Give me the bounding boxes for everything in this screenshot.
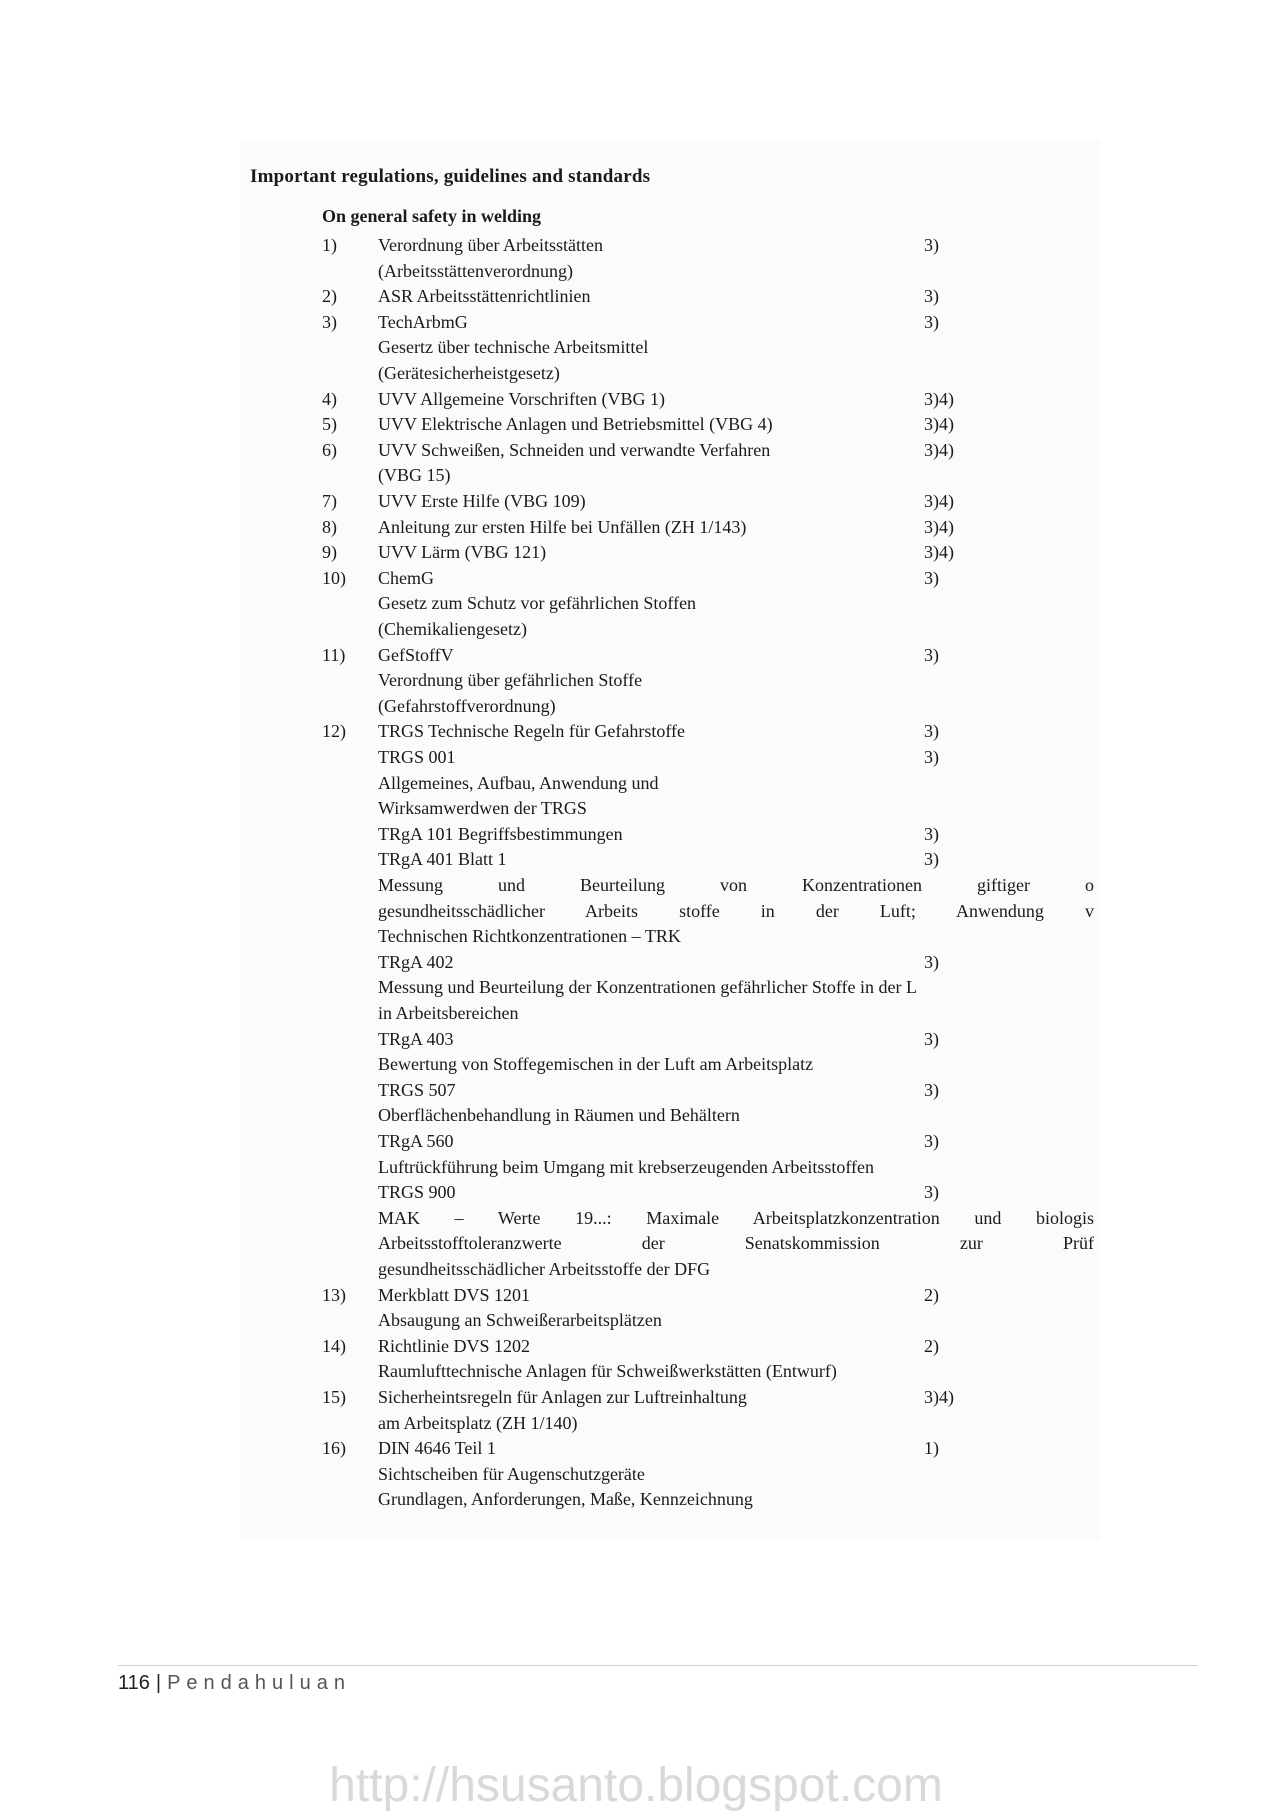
regulation-row <box>322 1000 1092 1026</box>
footer-divider <box>118 1665 1198 1666</box>
page-footer <box>118 1672 351 1695</box>
regulation-row <box>322 795 1092 821</box>
regulation-reference: 2) <box>924 1335 939 1356</box>
regulation-text: gesundheitsschädlicher Arbeits stoffe in der Luft; Anwendung v <box>378 900 1094 921</box>
regulation-text: in Arbeitsbereichen <box>378 1003 519 1023</box>
regulation-row <box>322 846 1092 872</box>
regulation-reference: 3)4) <box>924 414 954 435</box>
regulation-reference: 3)4) <box>924 542 954 563</box>
regulation-row <box>322 872 1092 898</box>
regulation-reference: 3) <box>924 644 939 665</box>
regulation-text: Sicherheintsregeln für Anlagen zur Luftreinhaltung <box>378 1387 747 1407</box>
regulation-number: 1) <box>322 235 337 255</box>
watermark-url: http://hsusanto.blogspot.com <box>329 1759 943 1812</box>
regulation-text: Absaugung an Schweißerarbeitsplätzen <box>378 1310 662 1331</box>
regulation-row <box>322 360 1092 386</box>
regulation-row <box>322 1333 1092 1359</box>
regulation-text: Luftrückführung beim Umgang mit krebserzeugenden Arbeitsstoffen <box>378 1156 875 1177</box>
regulation-reference: 3)4) <box>924 388 954 409</box>
regulation-row <box>322 1154 1092 1180</box>
regulation-text: Messung und Beurteilung von Konzentrationen giftiger o <box>378 875 1094 895</box>
regulation-text: ASR Arbeitsstättenrichtlinien <box>378 286 591 307</box>
regulation-text: Messung und Beurteilung der Konzentrationen gefährlicher Stoffe in der L <box>378 977 918 998</box>
regulation-reference: 3) <box>924 849 939 870</box>
regulation-row <box>322 309 1092 335</box>
regulation-number: 9) <box>322 542 337 563</box>
regulation-text: Oberflächenbehandlung in Räumen und Behältern <box>378 1105 740 1126</box>
regulation-text: Verordnung über gefährlichen Stoffe <box>378 670 643 691</box>
regulation-row <box>322 974 1092 1000</box>
regulation-text: (Arbeitsstättenverordnung) <box>378 260 573 281</box>
regulation-number: 14) <box>322 1335 346 1356</box>
section-heading: On general safety in welding <box>322 206 541 226</box>
regulation-number: 7) <box>322 491 337 511</box>
regulation-row <box>322 1384 1092 1410</box>
regulation-reference: 3)4) <box>924 516 954 537</box>
regulation-number: 2) <box>322 286 337 307</box>
regulation-row <box>322 1486 1092 1512</box>
regulation-row <box>322 565 1092 591</box>
regulation-text: TechArbmG <box>378 311 468 332</box>
regulation-text: TRGS Technische Regeln für Gefahrstoffe <box>378 721 685 742</box>
regulation-text: Anleitung zur ersten Hilfe bei Unfällen (ZH 1/143) <box>378 516 747 537</box>
regulation-text: (Chemikaliengesetz) <box>378 619 527 639</box>
regulation-reference: 1) <box>924 1438 939 1459</box>
regulation-text: TRgA 101 Begriffsbestimmungen <box>378 823 623 844</box>
regulation-row <box>322 693 1092 719</box>
regulation-text: MAK – Werte 19...: Maximale Arbeitsplatzkonzentration und biologis <box>378 1207 1094 1228</box>
regulation-row <box>322 258 1092 284</box>
regulation-text: am Arbeitsplatz (ZH 1/140) <box>378 1412 578 1433</box>
regulation-row <box>322 1410 1092 1436</box>
regulation-row <box>322 667 1092 693</box>
regulation-text: Bewertung von Stoffegemischen in der Luft am Arbeitsplatz <box>378 1054 814 1075</box>
regulation-number: 6) <box>322 439 337 460</box>
regulation-text: Grundlagen, Anforderungen, Maße, Kennzeichnung <box>378 1489 753 1510</box>
regulation-text: Merkblatt DVS 1201 <box>378 1284 530 1305</box>
regulation-number: 4) <box>322 388 337 409</box>
regulation-reference: 3) <box>924 1131 939 1151</box>
regulation-reference: 3) <box>924 721 939 742</box>
regulation-reference: 3) <box>924 747 939 767</box>
regulation-text: DIN 4646 Teil 1 <box>378 1438 496 1459</box>
regulation-reference: 3) <box>924 311 939 332</box>
regulation-row <box>322 411 1092 437</box>
regulation-row <box>322 718 1092 744</box>
regulation-row <box>322 642 1092 668</box>
regulation-reference: 3) <box>924 235 939 255</box>
regulation-row <box>322 744 1092 770</box>
regulation-row <box>322 616 1092 642</box>
regulation-text: gesundheitsschädlicher Arbeitsstoffe der DFG <box>378 1259 711 1279</box>
regulation-reference: 3) <box>924 567 939 588</box>
regulation-row <box>322 1051 1092 1077</box>
regulation-text: Technischen Richtkonzentrationen – TRK <box>378 926 681 947</box>
regulation-text: Gesetz zum Schutz vor gefährlichen Stoffen <box>378 593 697 614</box>
regulation-reference: 3) <box>924 286 939 307</box>
regulation-row <box>322 1128 1092 1154</box>
regulation-reference: 3) <box>924 823 939 844</box>
regulation-number: 8) <box>322 516 337 537</box>
document-title: Important regulations, guidelines and standards <box>250 166 651 187</box>
regulation-row <box>322 539 1092 565</box>
regulation-text: UVV Allgemeine Vorschriften (VBG 1) <box>378 388 665 409</box>
regulation-reference: 3)4) <box>924 439 954 460</box>
regulation-row <box>322 821 1092 847</box>
regulation-reference: 3) <box>924 951 939 972</box>
regulation-row <box>322 1256 1092 1282</box>
regulation-text: (VBG 15) <box>378 465 451 486</box>
regulation-text: (Gerätesicherheistgesetz) <box>378 363 560 383</box>
regulation-number: 13) <box>322 1284 346 1305</box>
regulation-text: Wirksamwerdwen der TRGS <box>378 798 587 819</box>
regulation-row <box>322 1026 1092 1052</box>
regulation-row <box>322 1077 1092 1103</box>
regulation-text: UVV Schweißen, Schneiden und verwandte Verfahren <box>378 439 771 460</box>
regulation-row <box>322 1230 1092 1256</box>
regulation-text: Raumlufttechnische Anlagen für Schweißwerkstätten (Entwurf) <box>378 1361 837 1382</box>
regulation-number: 12) <box>322 721 346 742</box>
regulation-row <box>322 437 1092 463</box>
regulation-text: Allgemeines, Aufbau, Anwendung und <box>378 772 659 793</box>
regulation-text: UVV Erste Hilfe (VBG 109) <box>378 491 586 511</box>
regulation-number: 16) <box>322 1438 346 1459</box>
regulation-row <box>322 1102 1092 1128</box>
regulation-row <box>322 923 1092 949</box>
regulation-text: Richtlinie DVS 1202 <box>378 1335 530 1356</box>
regulation-row <box>322 514 1092 540</box>
regulation-number: 3) <box>322 311 337 332</box>
regulation-reference: 3)4) <box>924 491 954 511</box>
page-number: 116 <box>118 1672 150 1694</box>
regulation-number: 5) <box>322 414 337 435</box>
regulation-text: TRgA 403 <box>378 1028 454 1049</box>
regulation-row <box>322 488 1092 514</box>
regulation-row <box>322 1435 1092 1461</box>
regulation-row <box>322 334 1092 360</box>
regulation-row <box>322 949 1092 975</box>
regulation-text: Sichtscheiben für Augenschutzgeräte <box>378 1463 645 1484</box>
regulation-text: TRgA 560 <box>378 1131 454 1151</box>
regulation-text: Arbeitsstofftoleranzwerte der Senatskommission zur Prüf <box>378 1233 1094 1254</box>
regulation-number: 11) <box>322 644 346 665</box>
regulation-row <box>322 386 1092 412</box>
regulation-number: 15) <box>322 1387 346 1407</box>
regulation-text: Gesertz über technische Arbeitsmittel <box>378 337 649 358</box>
regulation-text: Verordnung über Arbeitsstätten <box>378 235 603 255</box>
regulation-text: TRgA 402 <box>378 951 454 972</box>
regulation-text: ChemG <box>378 567 434 588</box>
regulation-text: TRgA 401 Blatt 1 <box>378 849 507 870</box>
regulation-row <box>322 1282 1092 1308</box>
regulation-row <box>322 1179 1092 1205</box>
regulation-text: UVV Elektrische Anlagen und Betriebsmittel (VBG 4) <box>378 414 773 435</box>
regulation-number: 10) <box>322 567 346 588</box>
regulation-row <box>322 1307 1092 1333</box>
regulation-row <box>322 232 1092 258</box>
regulation-text: (Gefahrstoffverordnung) <box>378 695 556 716</box>
regulation-row <box>322 1205 1092 1231</box>
regulation-row <box>322 1461 1092 1487</box>
regulation-text: TRGS 507 <box>378 1079 456 1100</box>
regulation-reference: 3) <box>924 1182 939 1203</box>
footer-section-title: Pendahuluan <box>167 1672 351 1694</box>
regulation-text: TRGS 001 <box>378 747 456 767</box>
regulation-reference: 2) <box>924 1284 939 1305</box>
regulation-reference: 3)4) <box>924 1387 954 1407</box>
regulation-text: GefStoffV <box>378 644 454 665</box>
regulation-row <box>322 770 1092 796</box>
regulation-row <box>322 590 1092 616</box>
regulation-reference: 3) <box>924 1079 939 1100</box>
regulation-row <box>322 1358 1092 1384</box>
regulation-reference: 3) <box>924 1028 939 1049</box>
regulation-row <box>322 283 1092 309</box>
regulation-row <box>322 462 1092 488</box>
regulation-row <box>322 898 1092 924</box>
footer-separator: | <box>155 1672 162 1694</box>
regulation-text: UVV Lärm (VBG 121) <box>378 542 547 563</box>
regulation-text: TRGS 900 <box>378 1182 456 1203</box>
